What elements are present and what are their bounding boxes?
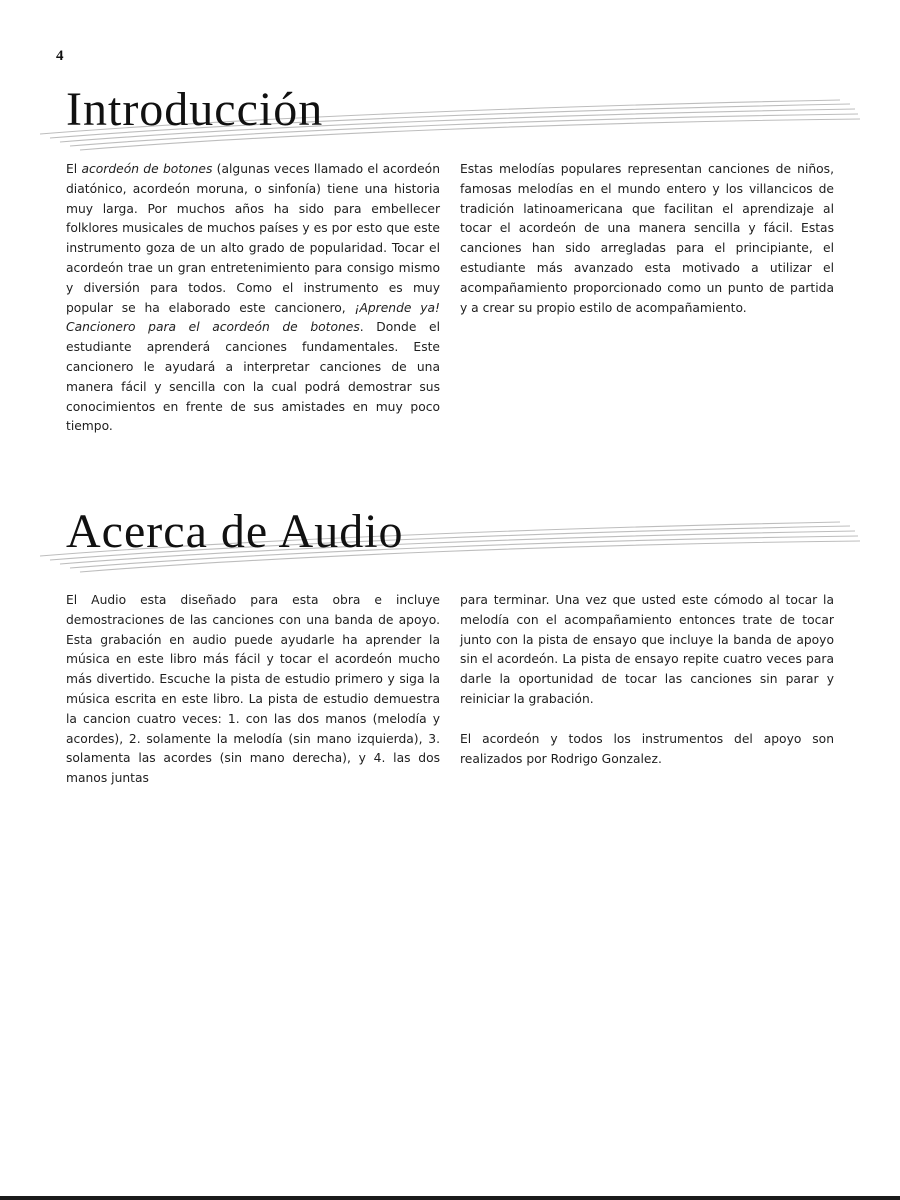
audio-left-column: [66, 591, 440, 789]
intro-heading: [40, 82, 860, 152]
section-title: Acerca de Audio: [66, 505, 404, 558]
section-title: Introducción: [66, 83, 324, 136]
page-bottom-border: [0, 1196, 900, 1200]
paragraph: para terminar. Una vez que usted este cómodo al tocar la melodía con el acompañamiento entonces trate de tocar junto con la pista de ensayo que incluye la banda de apoyo sin el acordeón. La pista de ensayo repite cuatro veces para darle la oportunidad de tocar las canciones sin parar y reiniciar la grabación.: [460, 593, 834, 706]
paragraph: El acordeón de botones (algunas veces llamado el acordeón diatónico, acordeón moruna, o sinfonía) tiene una historia muy larga. Por muchos años ha sido para embellecer folklores musicales de muchos países y es por esto que este instrumento goza de un alto grado de popularidad. Tocar el acordeón trae un gran entretenimiento para consigo mismo y diversión para todos. Como el instrumento es muy popular se ha elaborado este cancionero, ¡Aprende ya! Cancionero para el acordeón de botones. Donde el estudiante aprenderá canciones fundamentales. Este cancionero le ayudará a interpretar canciones de una manera fácil y sencilla con la cual podrá demostrar sus conocimientos en frente de sus amistades en muy poco tiempo.: [66, 162, 440, 434]
audio-heading: [40, 504, 860, 574]
paragraph: Estas melodías populares representan canciones de niños, famosas melodías en el mundo entero y los villancicos de tradición latinoamericana que facilitan el aprendizaje al tocar el acordeón de una manera sencilla y fácil. Estas canciones han sido arregladas para el principiante, el estudiante más avanzado esta motivado a utilizar el acompañamiento proporcionado como un punto de partida y a crear su propio estilo de acompañamiento.: [460, 162, 834, 315]
intro-right-column: [460, 160, 834, 318]
paragraph: El acordeón y todos los instrumentos del apoyo son realizados por Rodrigo Gonzalez.: [460, 731, 834, 766]
page-number: 4: [56, 48, 64, 64]
paragraph: El Audio esta diseñado para esta obra e incluye demostraciones de las canciones con una banda de apoyo. Esta grabación en audio puede ayudarle ha aprender la música en este libro más fácil y tocar el acordeón mucho más divertido. Escuche la pista de estudio primero y siga la música escrita en este libro. La pista de estudio demuestra la cancion cuatro veces: 1. con las dos manos (melodía y acordes), 2. solamente la melodía (sin mano izquierda), 3. solamenta las acordes (sin mano derecha), y 4. las dos manos juntas: [66, 593, 440, 786]
audio-right-column: [460, 591, 834, 769]
intro-left-column: [66, 160, 440, 437]
